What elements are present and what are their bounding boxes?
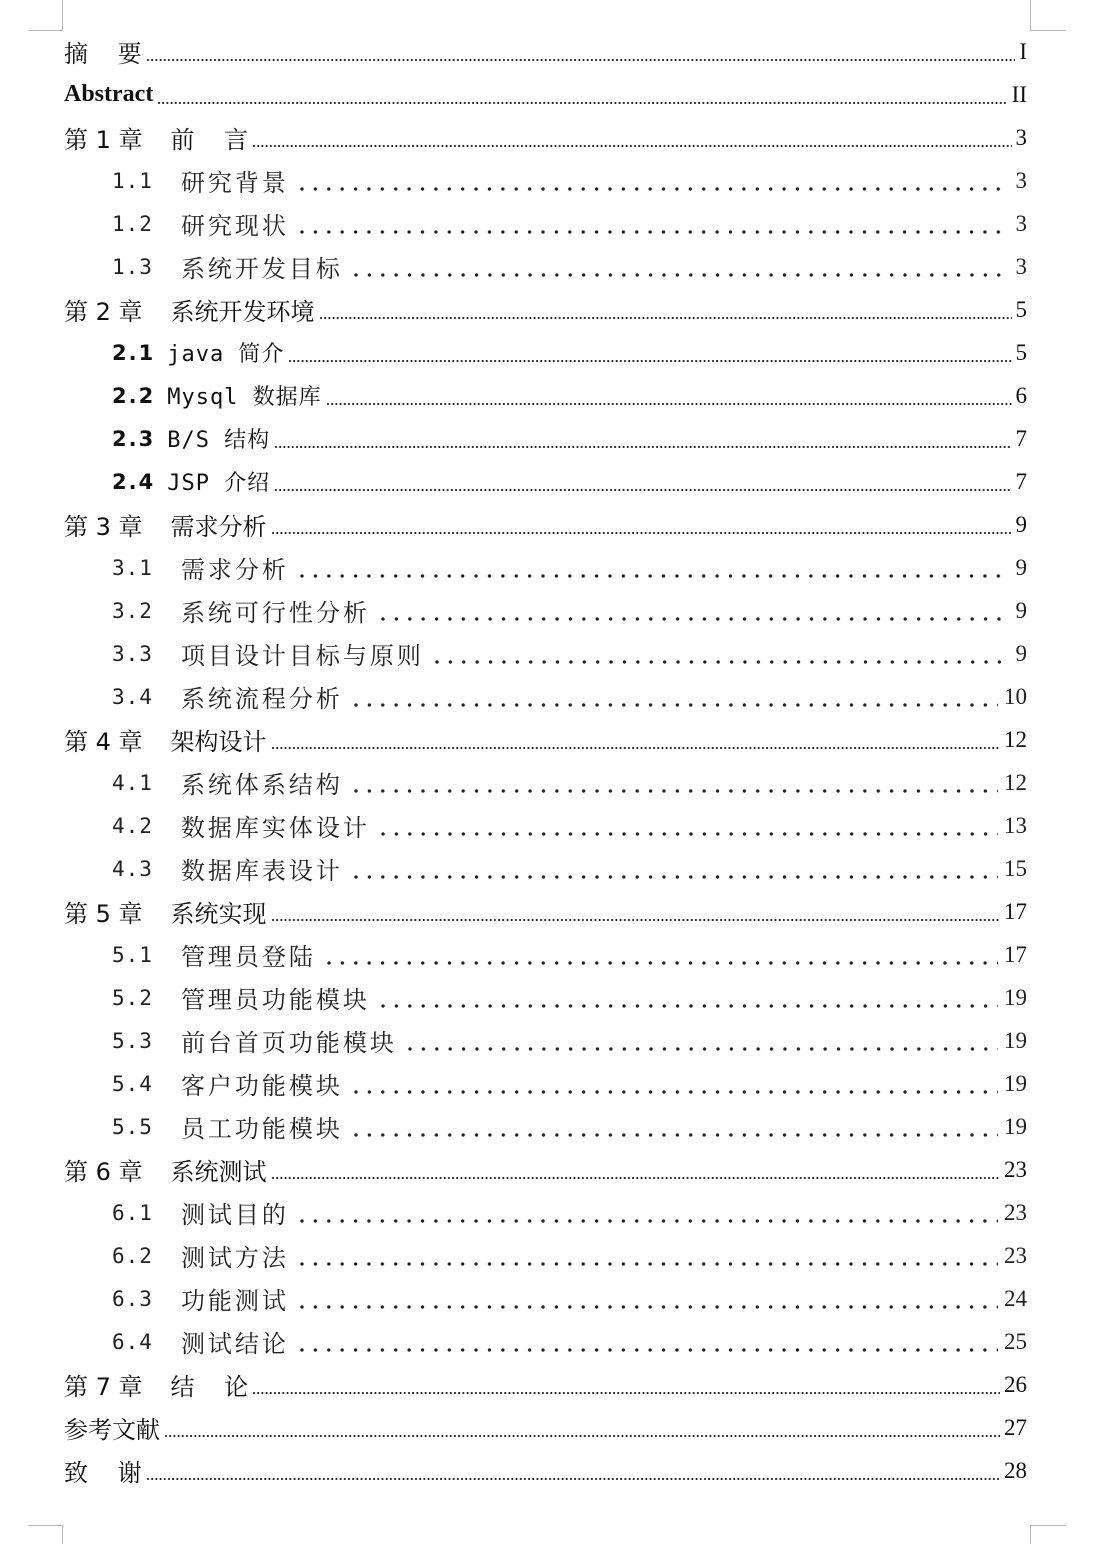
section-number: 3.1: [112, 555, 153, 580]
entry-title: 测试目的: [180, 1201, 289, 1229]
section-number: 5.3: [112, 1028, 153, 1053]
dot-leader: [324, 933, 998, 976]
entry-title: 前 言: [170, 126, 249, 154]
toc-section-entry: [64, 374, 1027, 417]
crop-mark-bottom-left-vertical: [62, 1525, 63, 1544]
entry-title: 员工功能模块: [180, 1115, 343, 1143]
dot-leader: [164, 1406, 1000, 1449]
dot-leader: [351, 1062, 998, 1105]
chapter-number: 第 5 章: [64, 900, 143, 928]
entry-title: 客户功能模块: [180, 1072, 343, 1100]
dot-leader: [274, 460, 1011, 503]
entry-page-number: 23: [1004, 1199, 1027, 1225]
entry-page-number: 3: [1015, 167, 1027, 193]
chapter-number: 第 1 章: [64, 126, 143, 154]
entry-page-number: 9: [1015, 597, 1027, 623]
entry-page-number: 5: [1015, 296, 1027, 322]
entry-title: 系统可行性分析: [180, 599, 370, 627]
dot-leader: [351, 675, 998, 718]
dot-leader: [351, 1105, 998, 1148]
chapter-number: 第 4 章: [64, 728, 143, 756]
dot-leader: [351, 847, 998, 890]
toc-section-entry: [64, 976, 1027, 1019]
entry-title: 管理员登陆: [180, 943, 316, 971]
entry-page-number: 12: [1004, 769, 1027, 795]
entry-title: 摘 要: [64, 40, 142, 68]
entry-title: 系统实现: [170, 900, 267, 928]
toc-chapter-entry: [64, 718, 1027, 761]
entry-page-number: 7: [1015, 425, 1027, 451]
dot-leader: [271, 718, 1000, 761]
entry-page-number: 6: [1015, 382, 1027, 408]
dot-leader: [378, 804, 998, 847]
entry-page-number: 10: [1004, 683, 1027, 709]
entry-page-number: 23: [1004, 1156, 1027, 1182]
chapter-number: 第 3 章: [64, 513, 143, 541]
dot-leader: [351, 761, 998, 804]
entry-page-number: 9: [1015, 511, 1027, 537]
dot-leader: [297, 546, 1010, 589]
dot-leader: [297, 1234, 998, 1277]
dot-leader: [378, 589, 1010, 632]
entry-page-number: 25: [1004, 1328, 1027, 1354]
section-number: 1.1: [112, 168, 153, 193]
crop-mark-top-left-horizontal: [28, 30, 63, 31]
section-number: 6.1: [112, 1200, 153, 1225]
section-number: 5.4: [112, 1071, 153, 1096]
toc-section-entry: [64, 202, 1027, 245]
dot-leader: [378, 976, 998, 1019]
toc-section-entry: [64, 331, 1027, 374]
entry-title: 前台首页功能模块: [180, 1029, 397, 1057]
entry-title: 系统开发目标: [180, 255, 343, 283]
toc-section-entry: [64, 804, 1027, 847]
chapter-number: 第 7 章: [64, 1373, 143, 1401]
toc-section-entry: [64, 589, 1027, 632]
entry-title: 参考文献: [64, 1416, 160, 1444]
entry-title: 系统体系结构: [180, 771, 343, 799]
section-number: 1.2: [112, 211, 153, 236]
entry-page-number: 19: [1004, 1113, 1027, 1139]
dot-leader: [271, 503, 1012, 546]
dot-leader: [288, 331, 1011, 374]
dot-leader: [351, 245, 1010, 288]
section-number: 4.2: [112, 813, 153, 838]
dot-leader: [274, 417, 1011, 460]
entry-page-number: 7: [1015, 468, 1027, 494]
section-number: 2.4: [112, 469, 156, 494]
section-number: 5.1: [112, 942, 153, 967]
entry-title: 系统流程分析: [180, 685, 343, 713]
toc-chapter-entry: [64, 503, 1027, 546]
entry-page-number: 17: [1004, 898, 1027, 924]
entry-page-number: 23: [1004, 1242, 1027, 1268]
entry-page-number: 27: [1004, 1414, 1027, 1440]
toc-section-entry: [64, 1320, 1027, 1363]
section-number: 5.5: [112, 1114, 153, 1139]
entry-title: 研究现状: [180, 212, 289, 240]
entry-title: 系统测试: [170, 1158, 267, 1186]
dot-leader: [319, 288, 1012, 331]
entry-title: 需求分析: [180, 556, 289, 584]
section-number: 5.2: [112, 985, 153, 1010]
entry-page-number: 28: [1004, 1457, 1027, 1483]
entry-title: 管理员功能模块: [180, 986, 370, 1014]
section-number: 2.2: [112, 383, 156, 408]
dot-leader: [271, 1148, 1000, 1191]
toc-section-entry: [64, 245, 1027, 288]
toc-chapter-entry: [64, 890, 1027, 933]
section-number: 3.2: [112, 598, 153, 623]
entry-page-number: 24: [1004, 1285, 1027, 1311]
toc-chapter-entry: [64, 1148, 1027, 1191]
section-number: 6.2: [112, 1243, 153, 1268]
section-number: 6.3: [112, 1286, 153, 1311]
crop-mark-bottom-left-horizontal: [28, 1525, 63, 1526]
crop-mark-bottom-right-horizontal: [1030, 1525, 1066, 1526]
entry-title: 结 论: [170, 1373, 249, 1401]
entry-page-number: 12: [1004, 726, 1027, 752]
dot-leader: [271, 890, 1000, 933]
dot-leader: [146, 1449, 1000, 1492]
entry-title: 需求分析: [170, 513, 267, 541]
entry-title: 功能测试: [180, 1287, 289, 1315]
dot-leader: [297, 1191, 998, 1234]
toc-section-entry: [64, 675, 1027, 718]
toc-section-entry: [64, 1277, 1027, 1320]
section-number: 1.3: [112, 254, 153, 279]
entry-page-number: I: [1019, 38, 1027, 64]
toc-entry: [64, 1406, 1027, 1449]
entry-title: 架构设计: [170, 728, 267, 756]
toc-section-entry: [64, 847, 1027, 890]
dot-leader: [252, 1363, 1000, 1406]
entry-page-number: 26: [1004, 1371, 1027, 1397]
dot-leader: [297, 159, 1010, 202]
entry-page-number: 19: [1004, 984, 1027, 1010]
toc-section-entry: [64, 761, 1027, 804]
section-number: 6.4: [112, 1329, 153, 1354]
entry-title: 测试结论: [180, 1330, 289, 1358]
entry-title: JSP 介绍: [167, 471, 271, 496]
section-number: 3.4: [112, 684, 153, 709]
toc-section-entry: [64, 1019, 1027, 1062]
toc-section-entry: [64, 933, 1027, 976]
dot-leader: [405, 1019, 998, 1062]
entry-page-number: 3: [1015, 253, 1027, 279]
section-number: 2.3: [112, 426, 156, 451]
toc-section-entry: [64, 417, 1027, 460]
dot-leader: [146, 30, 1016, 73]
entry-title: 研究背景: [180, 169, 289, 197]
toc-chapter-entry: [64, 288, 1027, 331]
dot-leader: [297, 1277, 998, 1320]
section-number: 3.3: [112, 641, 153, 666]
dot-leader: [297, 202, 1010, 245]
entry-title: 数据库实体设计: [180, 814, 370, 842]
chapter-number: 第 2 章: [64, 298, 143, 326]
section-number: 2.1: [112, 340, 156, 365]
section-number: 4.3: [112, 856, 153, 881]
toc-section-entry: [64, 546, 1027, 589]
chapter-number: 第 6 章: [64, 1158, 143, 1186]
entry-page-number: 3: [1015, 124, 1027, 150]
entry-page-number: 19: [1004, 1070, 1027, 1096]
crop-mark-top-right-vertical: [1030, 0, 1031, 30]
entry-title: 测试方法: [180, 1244, 289, 1272]
entry-page-number: 15: [1004, 855, 1027, 881]
toc-entry: [64, 73, 1027, 116]
table-of-contents: [64, 30, 1027, 1492]
entry-title: 系统开发环境: [170, 298, 315, 326]
entry-page-number: 13: [1004, 812, 1027, 838]
entry-title: Mysql 数据库: [167, 385, 322, 410]
toc-entry: [64, 30, 1027, 73]
entry-page-number: 9: [1015, 554, 1027, 580]
entry-page-number: 17: [1004, 941, 1027, 967]
entry-title: java 简介: [167, 342, 285, 367]
dot-leader: [252, 116, 1011, 159]
toc-section-entry: [64, 1191, 1027, 1234]
toc-entry: [64, 1449, 1027, 1492]
entry-page-number: 19: [1004, 1027, 1027, 1053]
dot-leader: [157, 73, 1007, 116]
dot-leader: [297, 1320, 998, 1363]
entry-page-number: 3: [1015, 210, 1027, 236]
toc-chapter-entry: [64, 116, 1027, 159]
entry-page-number: II: [1011, 81, 1027, 107]
entry-title: Abstract: [64, 81, 154, 107]
entry-title: 数据库表设计: [180, 857, 343, 885]
section-number: 4.1: [112, 770, 153, 795]
dot-leader: [326, 374, 1012, 417]
toc-section-entry: [64, 632, 1027, 675]
toc-section-entry: [64, 460, 1027, 503]
toc-section-entry: [64, 1105, 1027, 1148]
toc-chapter-entry: [64, 1363, 1027, 1406]
crop-mark-bottom-right-vertical: [1030, 1525, 1031, 1544]
toc-section-entry: [64, 1062, 1027, 1105]
entry-title: 致 谢: [64, 1459, 142, 1487]
toc-section-entry: [64, 1234, 1027, 1277]
crop-mark-top-right-horizontal: [1030, 30, 1066, 31]
entry-page-number: 9: [1015, 640, 1027, 666]
toc-section-entry: [64, 159, 1027, 202]
crop-mark-top-left-vertical: [62, 0, 63, 30]
dot-leader: [432, 632, 1010, 675]
entry-page-number: 5: [1015, 339, 1027, 365]
entry-title: 项目设计目标与原则: [180, 642, 424, 670]
entry-title: B/S 结构: [167, 428, 271, 453]
